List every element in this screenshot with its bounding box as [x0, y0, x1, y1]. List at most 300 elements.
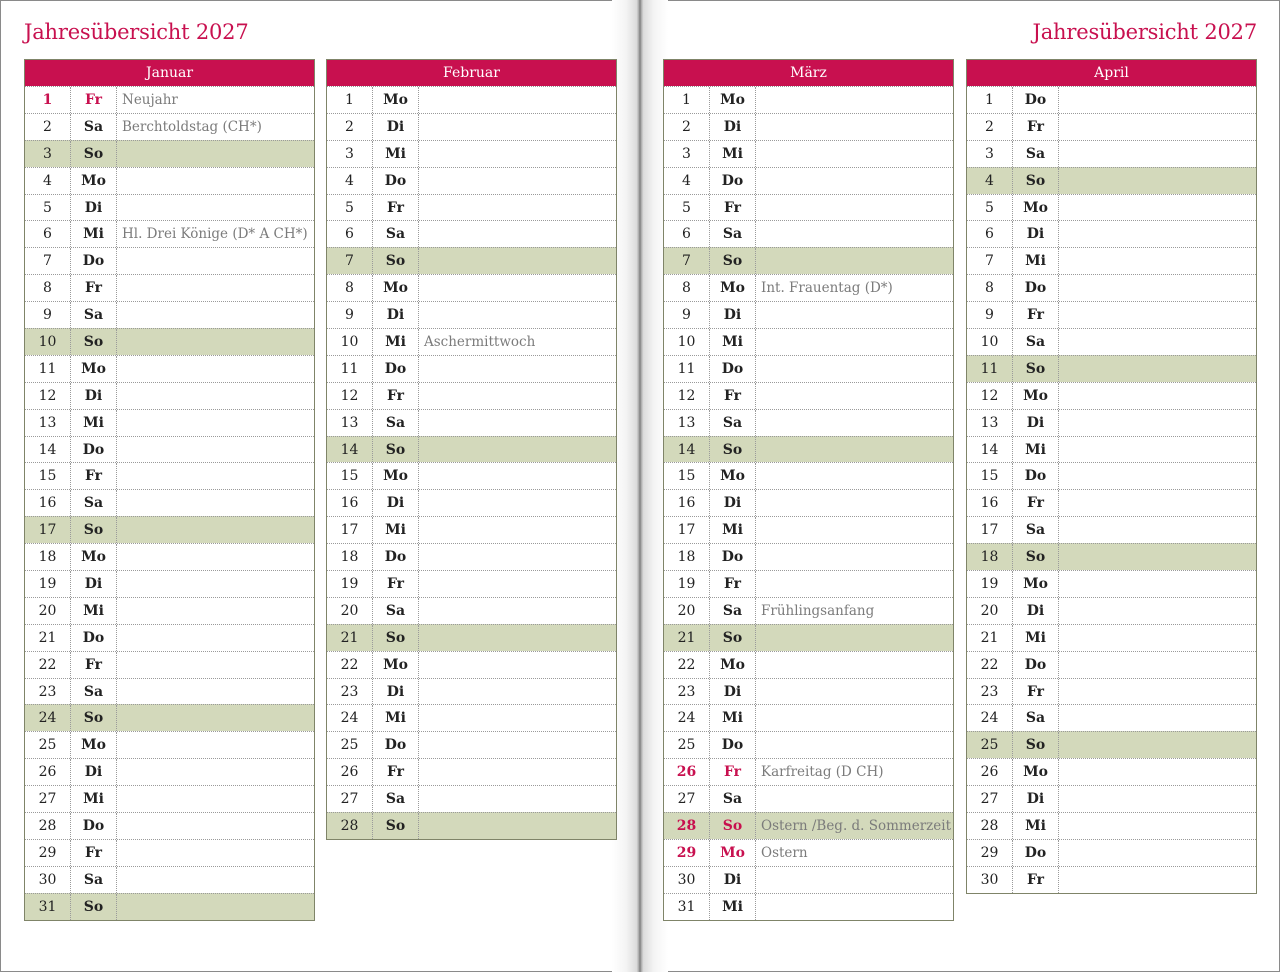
day-note: [1059, 195, 1256, 221]
day-note: [756, 625, 953, 651]
weekday: So: [71, 705, 117, 731]
weekday: Mi: [1013, 248, 1059, 274]
weekday: Mi: [1013, 625, 1059, 651]
weekday: Mo: [1013, 195, 1059, 221]
day-note: [117, 544, 314, 570]
day-number: 16: [664, 490, 710, 516]
day-note: [117, 867, 314, 893]
weekday: Do: [373, 356, 419, 382]
day-number: 1: [327, 87, 373, 113]
day-note: [117, 463, 314, 489]
day-row: [967, 543, 1256, 570]
day-row: [327, 86, 616, 113]
weekday: Mo: [710, 87, 756, 113]
day-note: Karfreitag (D CH): [761, 764, 884, 781]
day-row: [967, 462, 1256, 489]
day-row: [664, 758, 953, 785]
day-note: [419, 356, 616, 382]
day-number: 10: [967, 329, 1013, 355]
day-number: 14: [327, 437, 373, 463]
day-number: 26: [967, 759, 1013, 785]
day-row: [664, 436, 953, 463]
day-number: 9: [664, 302, 710, 328]
day-note: [1059, 517, 1256, 543]
day-note: [756, 463, 953, 489]
day-number: 2: [664, 114, 710, 140]
day-note: [117, 786, 314, 812]
day-row: [327, 785, 616, 812]
day-note: [419, 786, 616, 812]
weekday: Do: [373, 168, 419, 194]
day-row: [327, 516, 616, 543]
day-number: 9: [967, 302, 1013, 328]
weekday: Fr: [71, 275, 117, 301]
weekday: Sa: [71, 114, 117, 140]
day-note: [1059, 221, 1256, 247]
weekday: Do: [1013, 652, 1059, 678]
day-row: [327, 704, 616, 731]
weekday: Di: [71, 571, 117, 597]
day-number: 15: [327, 463, 373, 489]
weekday: So: [710, 625, 756, 651]
day-number: 3: [327, 141, 373, 167]
day-number: 4: [664, 168, 710, 194]
day-number: 7: [25, 248, 71, 274]
day-number: 24: [327, 705, 373, 731]
day-number: 17: [25, 517, 71, 543]
weekday: Fr: [373, 571, 419, 597]
day-row: [25, 382, 314, 409]
day-row: [967, 704, 1256, 731]
day-number: 24: [25, 705, 71, 731]
day-note: [756, 221, 953, 247]
day-number: 14: [664, 437, 710, 463]
day-row: [664, 274, 953, 301]
weekday: So: [71, 329, 117, 355]
day-row: [664, 678, 953, 705]
day-row: [327, 140, 616, 167]
day-note: [1059, 490, 1256, 516]
day-row: [967, 758, 1256, 785]
weekday: Fr: [710, 571, 756, 597]
weekday: Mo: [1013, 571, 1059, 597]
month-table-april: [966, 59, 1257, 894]
day-note: [1059, 410, 1256, 436]
day-row: [967, 247, 1256, 274]
day-number: 15: [967, 463, 1013, 489]
day-row: [327, 220, 616, 247]
day-row: [664, 731, 953, 758]
day-note: [117, 302, 314, 328]
day-number: 21: [327, 625, 373, 651]
day-row: [967, 167, 1256, 194]
day-row: [327, 731, 616, 758]
day-row: [327, 328, 616, 355]
day-row: [664, 570, 953, 597]
day-number: 22: [25, 652, 71, 678]
day-row: [327, 543, 616, 570]
day-number: 5: [327, 195, 373, 221]
weekday: Fr: [1013, 679, 1059, 705]
day-number: 19: [967, 571, 1013, 597]
day-note: [756, 383, 953, 409]
day-number: 1: [664, 87, 710, 113]
weekday: Di: [373, 302, 419, 328]
weekday: Fr: [710, 195, 756, 221]
month-table-maerz: [663, 59, 954, 921]
weekday: Di: [710, 679, 756, 705]
day-row: [664, 113, 953, 140]
day-number: 26: [327, 759, 373, 785]
day-note: [1059, 114, 1256, 140]
day-note: [419, 679, 616, 705]
day-note: [1059, 275, 1256, 301]
day-number: 8: [327, 275, 373, 301]
weekday: So: [373, 625, 419, 651]
month-table-januar: [24, 59, 315, 921]
weekday: Do: [710, 732, 756, 758]
day-note: [117, 490, 314, 516]
day-number: 27: [25, 786, 71, 812]
day-note: [1059, 383, 1256, 409]
month-header: April: [967, 60, 1256, 86]
day-note: [1059, 437, 1256, 463]
weekday: Mi: [71, 786, 117, 812]
day-note: [419, 141, 616, 167]
day-note: [419, 437, 616, 463]
weekday: Mi: [71, 221, 117, 247]
day-row: [664, 140, 953, 167]
day-note: [1059, 652, 1256, 678]
day-number: 16: [967, 490, 1013, 516]
day-number: 12: [327, 383, 373, 409]
weekday: Di: [1013, 786, 1059, 812]
book-gutter: [612, 0, 668, 972]
day-row: [967, 731, 1256, 758]
weekday: Do: [1013, 840, 1059, 866]
weekday: Mo: [71, 356, 117, 382]
day-row: [25, 893, 314, 920]
day-note: [419, 114, 616, 140]
day-number: 18: [664, 544, 710, 570]
day-number: 1: [967, 87, 1013, 113]
day-number: 18: [25, 544, 71, 570]
day-row: [327, 570, 616, 597]
day-number: 18: [967, 544, 1013, 570]
weekday: So: [373, 248, 419, 274]
month-header: März: [664, 60, 953, 86]
day-note: [1059, 705, 1256, 731]
day-row: [664, 812, 953, 839]
weekday: So: [1013, 732, 1059, 758]
day-note: Hl. Drei Könige (D* A CH*): [122, 226, 308, 243]
weekday: Do: [1013, 87, 1059, 113]
weekday: Sa: [71, 679, 117, 705]
day-number: 22: [967, 652, 1013, 678]
weekday: So: [71, 141, 117, 167]
day-row: [327, 409, 616, 436]
day-row: [25, 812, 314, 839]
day-number: 5: [25, 195, 71, 221]
day-number: 3: [967, 141, 1013, 167]
day-note: [756, 356, 953, 382]
day-note: [756, 437, 953, 463]
page-title-left: Jahresübersicht 2027: [24, 20, 249, 44]
weekday: Sa: [71, 867, 117, 893]
day-number: 28: [327, 813, 373, 839]
day-row: [664, 839, 953, 866]
weekday: Sa: [71, 302, 117, 328]
day-number: 6: [327, 221, 373, 247]
day-note: [1059, 248, 1256, 274]
day-note: [117, 248, 314, 274]
day-row: [25, 651, 314, 678]
day-row: [25, 113, 314, 140]
day-row: [25, 839, 314, 866]
day-number: 8: [664, 275, 710, 301]
day-note: [756, 517, 953, 543]
day-row: [967, 516, 1256, 543]
weekday: Mo: [710, 275, 756, 301]
day-number: 13: [967, 410, 1013, 436]
weekday: Do: [1013, 463, 1059, 489]
weekday: Mo: [71, 732, 117, 758]
day-number: 21: [25, 625, 71, 651]
day-number: 11: [664, 356, 710, 382]
day-note: [419, 571, 616, 597]
weekday: Sa: [1013, 705, 1059, 731]
day-row: [664, 462, 953, 489]
day-number: 27: [327, 786, 373, 812]
day-number: 13: [327, 410, 373, 436]
day-note: [117, 652, 314, 678]
day-row: [25, 758, 314, 785]
day-number: 10: [327, 329, 373, 355]
day-number: 23: [25, 679, 71, 705]
day-row: [25, 301, 314, 328]
day-note: [756, 329, 953, 355]
day-number: 9: [25, 302, 71, 328]
day-row: [327, 651, 616, 678]
day-row: [327, 624, 616, 651]
day-note: Ostern: [761, 844, 808, 861]
day-number: 16: [327, 490, 373, 516]
day-note: [756, 786, 953, 812]
day-number: 24: [967, 705, 1013, 731]
day-note: [117, 168, 314, 194]
day-note: [756, 705, 953, 731]
weekday: Mi: [710, 329, 756, 355]
day-note: [419, 463, 616, 489]
day-row: [967, 597, 1256, 624]
weekday: Mi: [710, 517, 756, 543]
day-number: 27: [664, 786, 710, 812]
day-row: [664, 893, 953, 920]
weekday: So: [1013, 544, 1059, 570]
day-number: 11: [25, 356, 71, 382]
day-number: 5: [967, 195, 1013, 221]
day-number: 2: [25, 114, 71, 140]
weekday: Di: [1013, 410, 1059, 436]
day-number: 19: [25, 571, 71, 597]
day-note: [419, 705, 616, 731]
day-number: 28: [967, 813, 1013, 839]
weekday: Fr: [710, 383, 756, 409]
day-row: [664, 597, 953, 624]
weekday: Mi: [71, 598, 117, 624]
day-note: [756, 410, 953, 436]
day-number: 17: [664, 517, 710, 543]
day-row: [967, 812, 1256, 839]
day-note: [117, 679, 314, 705]
day-number: 27: [967, 786, 1013, 812]
day-row: [967, 355, 1256, 382]
weekday: Sa: [1013, 329, 1059, 355]
day-row: [327, 758, 616, 785]
day-row: [967, 436, 1256, 463]
day-row: [664, 328, 953, 355]
day-note: [1059, 598, 1256, 624]
day-row: [664, 704, 953, 731]
day-note: [1059, 168, 1256, 194]
day-note: [1059, 571, 1256, 597]
day-number: 7: [664, 248, 710, 274]
day-note: [117, 141, 314, 167]
day-number: 19: [327, 571, 373, 597]
day-note: Neujahr: [122, 92, 178, 108]
day-note: [419, 490, 616, 516]
day-note: [117, 275, 314, 301]
day-number: 16: [25, 490, 71, 516]
day-note: [1059, 867, 1256, 893]
weekday: Sa: [1013, 517, 1059, 543]
weekday: Mo: [373, 87, 419, 113]
day-row: [25, 704, 314, 731]
day-note: [419, 598, 616, 624]
day-number: 11: [967, 356, 1013, 382]
day-row: [327, 113, 616, 140]
day-number: 3: [25, 141, 71, 167]
weekday: Mo: [373, 463, 419, 489]
weekday: Mo: [373, 652, 419, 678]
day-note: [756, 141, 953, 167]
weekday: Do: [1013, 275, 1059, 301]
day-number: 4: [967, 168, 1013, 194]
day-number: 3: [664, 141, 710, 167]
day-rows: [664, 86, 953, 920]
weekday: Sa: [710, 221, 756, 247]
day-row: [25, 678, 314, 705]
day-row: [25, 516, 314, 543]
weekday: Do: [373, 544, 419, 570]
weekday: Mi: [710, 141, 756, 167]
day-note: [1059, 679, 1256, 705]
day-number: 29: [25, 840, 71, 866]
weekday: Mi: [1013, 437, 1059, 463]
weekday: Sa: [1013, 141, 1059, 167]
day-note: [419, 759, 616, 785]
day-row: [967, 382, 1256, 409]
day-number: 21: [967, 625, 1013, 651]
day-note: [419, 195, 616, 221]
day-rows: [967, 86, 1256, 893]
day-number: 12: [25, 383, 71, 409]
day-note: Aschermittwoch: [424, 334, 536, 351]
day-number: 24: [664, 705, 710, 731]
day-number: 17: [327, 517, 373, 543]
weekday: Fr: [71, 87, 117, 113]
weekday: Di: [71, 383, 117, 409]
day-number: 28: [25, 813, 71, 839]
day-row: [327, 194, 616, 221]
day-note: [756, 732, 953, 758]
day-number: 17: [967, 517, 1013, 543]
day-row: [327, 436, 616, 463]
day-row: [967, 301, 1256, 328]
day-number: 29: [664, 840, 710, 866]
day-note: [117, 517, 314, 543]
day-row: [967, 570, 1256, 597]
day-row: [25, 194, 314, 221]
day-note: [419, 248, 616, 274]
weekday: Di: [71, 759, 117, 785]
day-note: [117, 329, 314, 355]
day-number: 22: [664, 652, 710, 678]
day-number: 20: [664, 598, 710, 624]
day-number: 13: [25, 410, 71, 436]
weekday: Fr: [71, 840, 117, 866]
day-number: 13: [664, 410, 710, 436]
weekday: Sa: [373, 221, 419, 247]
day-row: [25, 274, 314, 301]
weekday: Mo: [71, 544, 117, 570]
day-row: [25, 624, 314, 651]
weekday: Mi: [1013, 813, 1059, 839]
weekday: Do: [71, 248, 117, 274]
day-note: [419, 410, 616, 436]
day-number: 20: [327, 598, 373, 624]
weekday: Sa: [71, 490, 117, 516]
weekday: So: [373, 813, 419, 839]
day-number: 30: [967, 867, 1013, 893]
day-row: [664, 355, 953, 382]
day-row: [664, 409, 953, 436]
weekday: Di: [71, 195, 117, 221]
day-number: 25: [327, 732, 373, 758]
day-number: 7: [967, 248, 1013, 274]
day-note: [1059, 813, 1256, 839]
day-number: 23: [664, 679, 710, 705]
weekday: So: [1013, 168, 1059, 194]
weekday: Mo: [373, 275, 419, 301]
weekday: Do: [71, 437, 117, 463]
day-note: [756, 571, 953, 597]
day-number: 30: [664, 867, 710, 893]
day-number: 29: [967, 840, 1013, 866]
weekday: Mi: [373, 141, 419, 167]
day-row: [967, 651, 1256, 678]
day-row: [664, 382, 953, 409]
day-number: 1: [25, 87, 71, 113]
day-number: 15: [664, 463, 710, 489]
day-note: Berchtoldstag (CH*): [122, 118, 262, 135]
weekday: Do: [71, 625, 117, 651]
day-row: [25, 167, 314, 194]
day-note: [756, 679, 953, 705]
day-number: 25: [25, 732, 71, 758]
weekday: So: [71, 517, 117, 543]
day-number: 18: [327, 544, 373, 570]
